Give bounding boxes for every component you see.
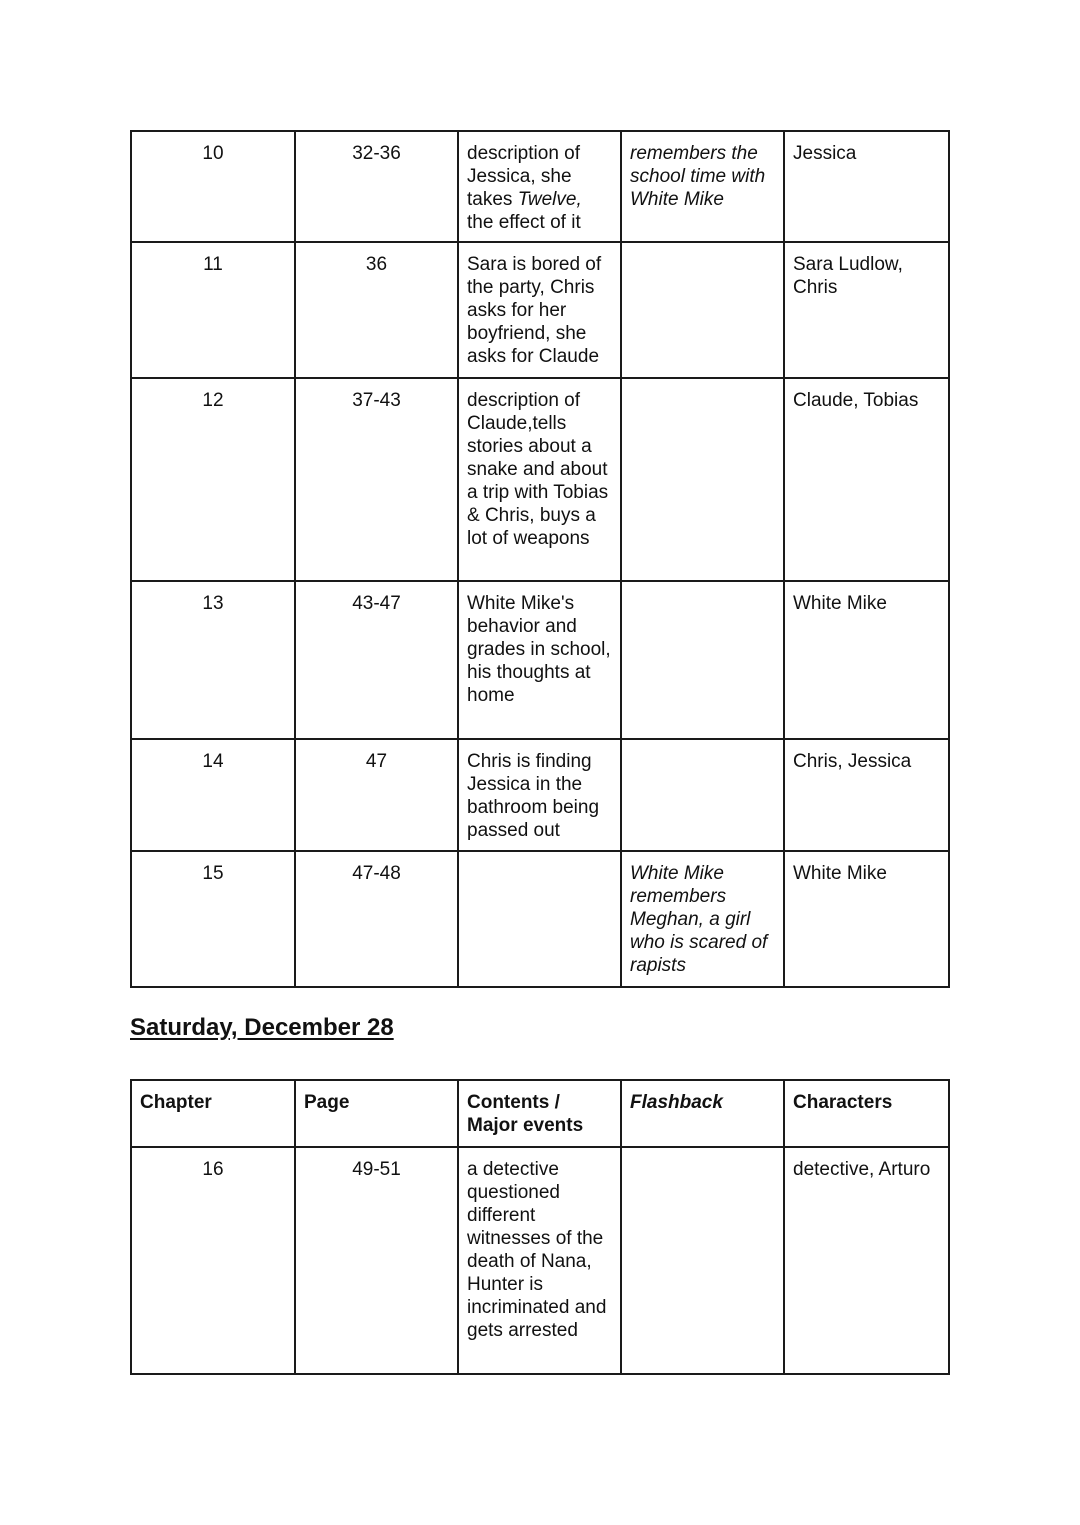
contents-cell: a detective questioned different witnesses of the death of Nana, Hunter is incriminated and gets arrested	[458, 1147, 621, 1374]
contents-cell	[458, 851, 621, 987]
table-row	[131, 581, 949, 739]
table-header-row	[131, 1080, 949, 1147]
characters-cell: White Mike	[784, 581, 949, 739]
header-chapter: Chapter	[131, 1080, 295, 1147]
characters-cell: White Mike	[784, 851, 949, 987]
chapter-cell: 15	[131, 851, 295, 987]
section-heading: Saturday, December 28	[130, 1014, 394, 1041]
chapter-cell: 16	[131, 1147, 295, 1374]
chapter-cell: 13	[131, 581, 295, 739]
characters-cell: Sara Ludlow, Chris	[784, 242, 949, 378]
table-row	[131, 1147, 949, 1374]
flashback-cell: remembers the school time with White Mike	[621, 131, 784, 242]
contents-cell: Chris is finding Jessica in the bathroom being passed out	[458, 739, 621, 851]
flashback-cell	[621, 739, 784, 851]
chapter-cell: 12	[131, 378, 295, 581]
chapter-cell: 11	[131, 242, 295, 378]
page-cell: 47	[295, 739, 458, 851]
page-cell: 47-48	[295, 851, 458, 987]
table-row	[131, 242, 949, 378]
flashback-cell	[621, 1147, 784, 1374]
characters-cell: detective, Arturo	[784, 1147, 949, 1374]
chapter-table-december-27	[130, 130, 950, 988]
chapter-cell: 10	[131, 131, 295, 242]
table-row	[131, 131, 949, 242]
characters-cell: Jessica	[784, 131, 949, 242]
header-page: Page	[295, 1080, 458, 1147]
contents-cell: Sara is bored of the party, Chris asks for her boyfriend, she asks for Claude	[458, 242, 621, 378]
header-contents: Contents / Major events	[458, 1080, 621, 1147]
page-cell: 37-43	[295, 378, 458, 581]
flashback-cell	[621, 581, 784, 739]
header-characters: Characters	[784, 1080, 949, 1147]
page-cell: 36	[295, 242, 458, 378]
flashback-cell	[621, 242, 784, 378]
flashback-cell	[621, 378, 784, 581]
contents-cell: description of Claude,tells stories about a snake and about a trip with Tobias & Chris, buys a lot of weapons	[458, 378, 621, 581]
characters-cell: Chris, Jessica	[784, 739, 949, 851]
flashback-cell: White Mike remembers Meghan, a girl who is scared of rapists	[621, 851, 784, 987]
chapter-cell: 14	[131, 739, 295, 851]
chapter-table-december-28	[130, 1079, 950, 1375]
page-cell: 43-47	[295, 581, 458, 739]
page-cell: 32-36	[295, 131, 458, 242]
characters-cell: Claude, Tobias	[784, 378, 949, 581]
contents-cell: description of Jessica, she takes Twelve, the effect of it	[458, 131, 621, 242]
table-row	[131, 378, 949, 581]
contents-cell: White Mike's behavior and grades in school, his thoughts at home	[458, 581, 621, 739]
page-cell: 49-51	[295, 1147, 458, 1374]
header-flashback: Flashback	[621, 1080, 784, 1147]
table-row	[131, 739, 949, 851]
table-row	[131, 851, 949, 987]
